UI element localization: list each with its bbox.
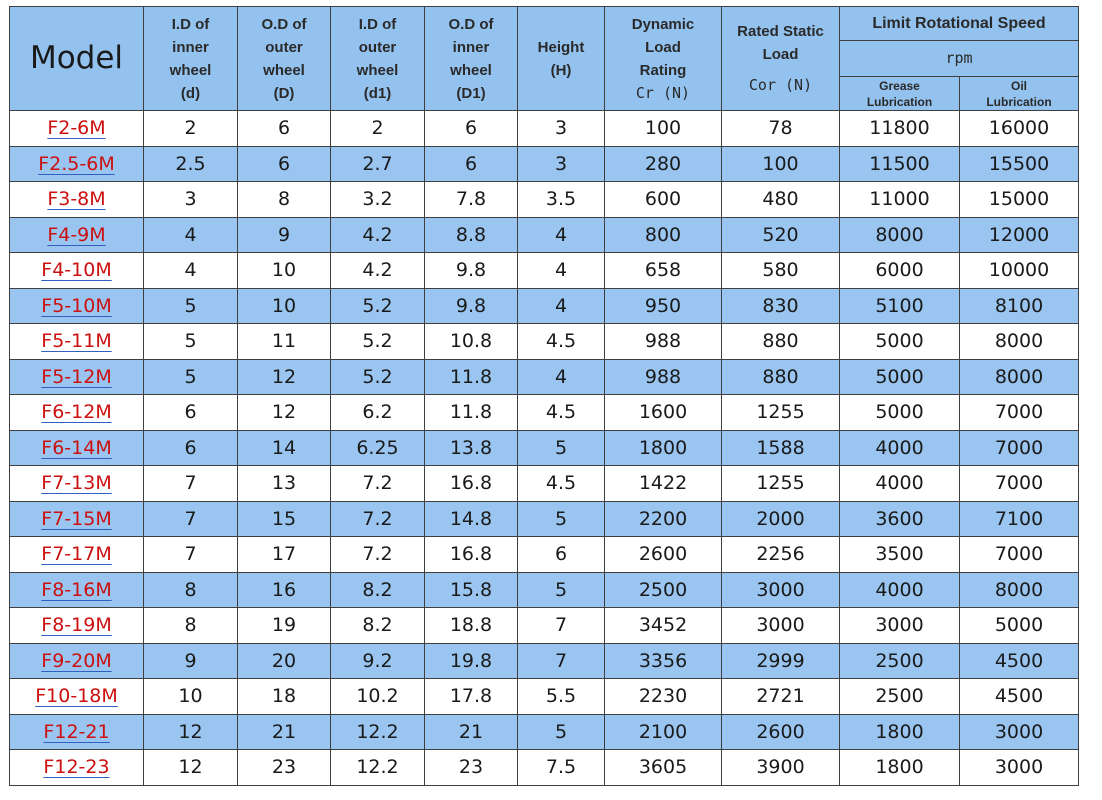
cell-static-load: 2999 [722, 643, 840, 679]
header-text: O.D of [448, 15, 494, 33]
cell-height: 5 [518, 572, 605, 608]
table-row [10, 253, 1079, 289]
cell-dynamic-load: 988 [605, 324, 722, 360]
cell-height: 4 [518, 253, 605, 289]
spec-table-container [9, 6, 1079, 786]
cell-oil-speed: 8000 [960, 572, 1079, 608]
cell-id-inner: 10 [144, 679, 238, 715]
cell-grease-speed: 5000 [840, 395, 960, 431]
table-row [10, 430, 1079, 466]
cell-model [10, 501, 144, 537]
cell-id-outer: 10.2 [331, 679, 425, 715]
cell-od-outer: 9 [238, 217, 331, 253]
cell-height: 4.5 [518, 466, 605, 502]
model-link[interactable]: F4-10M [41, 259, 112, 282]
cell-oil-speed: 8000 [960, 324, 1079, 360]
header-id-outer-wheel [331, 7, 425, 111]
cell-static-load: 880 [722, 324, 840, 360]
cell-oil-speed: 5000 [960, 608, 1079, 644]
cell-static-load: 580 [722, 253, 840, 289]
cell-id-inner: 8 [144, 608, 238, 644]
cell-grease-speed: 3000 [840, 608, 960, 644]
cell-id-inner: 7 [144, 537, 238, 573]
cell-id-inner: 7 [144, 501, 238, 537]
cell-id-outer: 7.2 [331, 466, 425, 502]
model-link[interactable]: F7-17M [41, 543, 112, 566]
cell-oil-speed: 7000 [960, 537, 1079, 573]
header-text: Load [645, 38, 681, 56]
header-rpm: rpm [840, 41, 1079, 77]
header-unit: Cr (N) [635, 83, 691, 102]
cell-static-load: 1255 [722, 395, 840, 431]
cell-model [10, 714, 144, 750]
cell-oil-speed: 7100 [960, 501, 1079, 537]
header-grease [840, 77, 960, 111]
cell-static-load: 100 [722, 146, 840, 182]
cell-height: 5 [518, 714, 605, 750]
cell-model [10, 537, 144, 573]
cell-dynamic-load: 658 [605, 253, 722, 289]
model-link[interactable]: F2-6M [47, 117, 106, 140]
cell-od-outer: 12 [238, 359, 331, 395]
cell-oil-speed: 7000 [960, 466, 1079, 502]
header-text: Load [762, 46, 799, 63]
cell-od-inner: 23 [425, 750, 518, 786]
model-link[interactable]: F4-9M [47, 223, 106, 246]
cell-grease-speed: 2500 [840, 679, 960, 715]
cell-height: 4 [518, 359, 605, 395]
table-header [10, 7, 1079, 111]
cell-grease-speed: 1800 [840, 714, 960, 750]
cell-id-inner: 7 [144, 466, 238, 502]
cell-height: 7 [518, 608, 605, 644]
header-od-inner-wheel [425, 7, 518, 111]
cell-oil-speed: 15500 [960, 146, 1079, 182]
cell-od-outer: 12 [238, 395, 331, 431]
cell-id-outer: 5.2 [331, 324, 425, 360]
cell-od-outer: 23 [238, 750, 331, 786]
cell-oil-speed: 7000 [960, 395, 1079, 431]
cell-height: 4.5 [518, 395, 605, 431]
cell-static-load: 3000 [722, 572, 840, 608]
cell-id-inner: 4 [144, 217, 238, 253]
cell-od-inner: 17.8 [425, 679, 518, 715]
cell-model [10, 253, 144, 289]
cell-dynamic-load: 950 [605, 288, 722, 324]
header-text: O.D of [261, 15, 307, 33]
cell-od-outer: 16 [238, 572, 331, 608]
cell-od-outer: 21 [238, 714, 331, 750]
cell-model [10, 324, 144, 360]
header-model: Model [10, 7, 144, 111]
table-row [10, 466, 1079, 502]
table-row [10, 537, 1079, 573]
cell-od-inner: 16.8 [425, 466, 518, 502]
cell-od-inner: 19.8 [425, 643, 518, 679]
header-text: Dynamic [631, 15, 695, 33]
cell-id-inner: 3 [144, 182, 238, 218]
cell-height: 7 [518, 643, 605, 679]
cell-od-inner: 13.8 [425, 430, 518, 466]
cell-height: 3 [518, 146, 605, 182]
cell-id-inner: 5 [144, 324, 238, 360]
cell-height: 4 [518, 217, 605, 253]
cell-model [10, 466, 144, 502]
model-link[interactable]: F5-10M [41, 294, 112, 317]
model-link[interactable]: F12-21 [43, 720, 110, 743]
cell-od-inner: 6 [425, 146, 518, 182]
header-text: (d1) [363, 84, 392, 102]
cell-height: 5 [518, 430, 605, 466]
model-link[interactable]: F6-12M [41, 401, 112, 424]
cell-grease-speed: 11800 [840, 111, 960, 147]
cell-height: 5.5 [518, 679, 605, 715]
cell-oil-speed: 3000 [960, 750, 1079, 786]
header-text: outer [358, 38, 397, 56]
cell-static-load: 830 [722, 288, 840, 324]
header-text: Height [537, 38, 585, 56]
model-link[interactable]: F9-20M [41, 649, 112, 672]
header-height [518, 7, 605, 111]
cell-model [10, 146, 144, 182]
header-text: (D1) [456, 84, 486, 102]
table-body [10, 111, 1079, 786]
cell-od-outer: 6 [238, 111, 331, 147]
header-unit: Cor (N) [748, 76, 813, 94]
header-oil [960, 77, 1079, 111]
cell-static-load: 520 [722, 217, 840, 253]
cell-od-outer: 11 [238, 324, 331, 360]
cell-static-load: 2256 [722, 537, 840, 573]
cell-static-load: 3900 [722, 750, 840, 786]
header-text: wheel [356, 61, 399, 79]
table-row [10, 288, 1079, 324]
cell-model [10, 111, 144, 147]
cell-id-inner: 4 [144, 253, 238, 289]
cell-id-outer: 7.2 [331, 537, 425, 573]
table-row [10, 679, 1079, 715]
cell-grease-speed: 11000 [840, 182, 960, 218]
cell-od-inner: 9.8 [425, 288, 518, 324]
cell-static-load: 880 [722, 359, 840, 395]
cell-height: 4.5 [518, 324, 605, 360]
model-link[interactable]: F3-8M [47, 188, 106, 211]
cell-dynamic-load: 3452 [605, 608, 722, 644]
table-row [10, 501, 1079, 537]
cell-grease-speed: 5000 [840, 359, 960, 395]
bearing-spec-table [9, 6, 1079, 786]
header-text: Grease [879, 78, 920, 93]
cell-od-inner: 16.8 [425, 537, 518, 573]
cell-id-outer: 5.2 [331, 288, 425, 324]
cell-id-inner: 12 [144, 714, 238, 750]
header-limit-speed: Limit Rotational Speed [840, 7, 1079, 41]
cell-od-outer: 14 [238, 430, 331, 466]
cell-dynamic-load: 2230 [605, 679, 722, 715]
table-row [10, 111, 1079, 147]
cell-od-outer: 8 [238, 182, 331, 218]
cell-grease-speed: 8000 [840, 217, 960, 253]
header-text: wheel [450, 61, 492, 79]
cell-id-outer: 2 [331, 111, 425, 147]
cell-od-outer: 17 [238, 537, 331, 573]
table-row [10, 324, 1079, 360]
cell-oil-speed: 8100 [960, 288, 1079, 324]
cell-od-outer: 10 [238, 288, 331, 324]
cell-dynamic-load: 3356 [605, 643, 722, 679]
cell-id-inner: 2.5 [144, 146, 238, 182]
header-text: inner [452, 38, 490, 56]
table-row [10, 714, 1079, 750]
cell-od-outer: 10 [238, 253, 331, 289]
cell-od-outer: 19 [238, 608, 331, 644]
cell-height: 6 [518, 537, 605, 573]
cell-model [10, 572, 144, 608]
header-text: wheel [169, 61, 212, 79]
cell-model [10, 288, 144, 324]
cell-height: 7.5 [518, 750, 605, 786]
model-link[interactable]: F12-23 [43, 756, 110, 779]
header-text: I.D of [358, 15, 397, 33]
cell-od-outer: 18 [238, 679, 331, 715]
cell-oil-speed: 15000 [960, 182, 1079, 218]
cell-dynamic-load: 100 [605, 111, 722, 147]
cell-id-inner: 5 [144, 288, 238, 324]
cell-grease-speed: 1800 [840, 750, 960, 786]
cell-grease-speed: 5100 [840, 288, 960, 324]
cell-oil-speed: 16000 [960, 111, 1079, 147]
cell-id-outer: 4.2 [331, 253, 425, 289]
header-static-load [722, 7, 840, 111]
cell-od-outer: 6 [238, 146, 331, 182]
model-link[interactable]: F10-18M [35, 685, 118, 708]
header-text: Rated Static [737, 23, 824, 40]
cell-grease-speed: 11500 [840, 146, 960, 182]
cell-id-outer: 2.7 [331, 146, 425, 182]
header-text: outer [265, 38, 303, 56]
cell-od-outer: 20 [238, 643, 331, 679]
cell-model [10, 750, 144, 786]
header-text: inner [172, 38, 209, 56]
cell-dynamic-load: 2200 [605, 501, 722, 537]
cell-od-inner: 11.8 [425, 395, 518, 431]
header-text: Oil [1010, 78, 1027, 93]
cell-model [10, 359, 144, 395]
cell-od-inner: 15.8 [425, 572, 518, 608]
cell-static-load: 2000 [722, 501, 840, 537]
model-link[interactable]: F8-16M [41, 578, 112, 601]
cell-oil-speed: 3000 [960, 714, 1079, 750]
header-text: Rating [639, 61, 687, 79]
cell-grease-speed: 4000 [840, 572, 960, 608]
cell-id-outer: 3.2 [331, 182, 425, 218]
table-row [10, 182, 1079, 218]
cell-static-load: 2721 [722, 679, 840, 715]
cell-dynamic-load: 280 [605, 146, 722, 182]
cell-grease-speed: 4000 [840, 466, 960, 502]
cell-id-inner: 2 [144, 111, 238, 147]
cell-dynamic-load: 600 [605, 182, 722, 218]
cell-id-inner: 12 [144, 750, 238, 786]
cell-od-inner: 11.8 [425, 359, 518, 395]
cell-id-outer: 8.2 [331, 608, 425, 644]
header-text: Lubrication [986, 94, 1052, 109]
cell-id-outer: 9.2 [331, 643, 425, 679]
cell-height: 4 [518, 288, 605, 324]
cell-dynamic-load: 988 [605, 359, 722, 395]
cell-od-inner: 21 [425, 714, 518, 750]
cell-id-outer: 12.2 [331, 750, 425, 786]
header-text: (d) [180, 84, 201, 102]
table-row [10, 643, 1079, 679]
header-id-inner-wheel [144, 7, 238, 111]
table-row [10, 572, 1079, 608]
cell-id-inner: 6 [144, 430, 238, 466]
model-link[interactable]: F6-14M [41, 436, 112, 459]
cell-height: 3 [518, 111, 605, 147]
cell-height: 3.5 [518, 182, 605, 218]
cell-model [10, 679, 144, 715]
cell-od-inner: 18.8 [425, 608, 518, 644]
cell-oil-speed: 4500 [960, 679, 1079, 715]
cell-id-inner: 8 [144, 572, 238, 608]
header-text: wheel [263, 61, 305, 79]
header-text: (H) [550, 61, 572, 79]
model-link[interactable]: F8-19M [41, 614, 112, 637]
header-text: (D) [273, 84, 295, 102]
cell-model [10, 182, 144, 218]
cell-id-outer: 6.25 [331, 430, 425, 466]
cell-id-outer: 5.2 [331, 359, 425, 395]
table-row [10, 395, 1079, 431]
model-link[interactable]: F5-11M [41, 330, 112, 353]
cell-dynamic-load: 2600 [605, 537, 722, 573]
cell-model [10, 608, 144, 644]
model-link[interactable]: F2.5-6M [38, 152, 115, 175]
cell-od-inner: 8.8 [425, 217, 518, 253]
cell-oil-speed: 8000 [960, 359, 1079, 395]
cell-od-inner: 9.8 [425, 253, 518, 289]
cell-grease-speed: 6000 [840, 253, 960, 289]
cell-od-inner: 14.8 [425, 501, 518, 537]
cell-grease-speed: 3500 [840, 537, 960, 573]
cell-static-load: 1255 [722, 466, 840, 502]
cell-id-outer: 12.2 [331, 714, 425, 750]
cell-oil-speed: 4500 [960, 643, 1079, 679]
cell-dynamic-load: 2500 [605, 572, 722, 608]
cell-grease-speed: 3600 [840, 501, 960, 537]
table-row [10, 217, 1079, 253]
table-row [10, 146, 1079, 182]
table-row [10, 359, 1079, 395]
cell-model [10, 430, 144, 466]
cell-grease-speed: 4000 [840, 430, 960, 466]
cell-static-load: 1588 [722, 430, 840, 466]
table-row [10, 750, 1079, 786]
header-text: I.D of [171, 15, 210, 33]
cell-dynamic-load: 1600 [605, 395, 722, 431]
model-link[interactable]: F5-12M [41, 365, 112, 388]
cell-dynamic-load: 3605 [605, 750, 722, 786]
cell-id-inner: 6 [144, 395, 238, 431]
cell-od-outer: 13 [238, 466, 331, 502]
cell-height: 5 [518, 501, 605, 537]
cell-id-outer: 8.2 [331, 572, 425, 608]
cell-oil-speed: 12000 [960, 217, 1079, 253]
cell-model [10, 395, 144, 431]
cell-static-load: 480 [722, 182, 840, 218]
header-od-outer-wheel [238, 7, 331, 111]
cell-dynamic-load: 1422 [605, 466, 722, 502]
cell-static-load: 78 [722, 111, 840, 147]
header-text: Lubrication [866, 94, 933, 109]
cell-grease-speed: 2500 [840, 643, 960, 679]
cell-model [10, 643, 144, 679]
cell-id-inner: 5 [144, 359, 238, 395]
cell-od-inner: 7.8 [425, 182, 518, 218]
cell-static-load: 3000 [722, 608, 840, 644]
cell-dynamic-load: 1800 [605, 430, 722, 466]
cell-od-inner: 10.8 [425, 324, 518, 360]
cell-dynamic-load: 2100 [605, 714, 722, 750]
cell-oil-speed: 10000 [960, 253, 1079, 289]
cell-id-inner: 9 [144, 643, 238, 679]
cell-id-outer: 7.2 [331, 501, 425, 537]
cell-oil-speed: 7000 [960, 430, 1079, 466]
cell-id-outer: 4.2 [331, 217, 425, 253]
cell-id-outer: 6.2 [331, 395, 425, 431]
cell-model [10, 217, 144, 253]
model-link[interactable]: F7-13M [41, 472, 112, 495]
cell-dynamic-load: 800 [605, 217, 722, 253]
table-row [10, 608, 1079, 644]
cell-od-outer: 15 [238, 501, 331, 537]
model-link[interactable]: F7-15M [41, 507, 112, 530]
cell-grease-speed: 5000 [840, 324, 960, 360]
cell-od-inner: 6 [425, 111, 518, 147]
cell-static-load: 2600 [722, 714, 840, 750]
header-dynamic-load [605, 7, 722, 111]
